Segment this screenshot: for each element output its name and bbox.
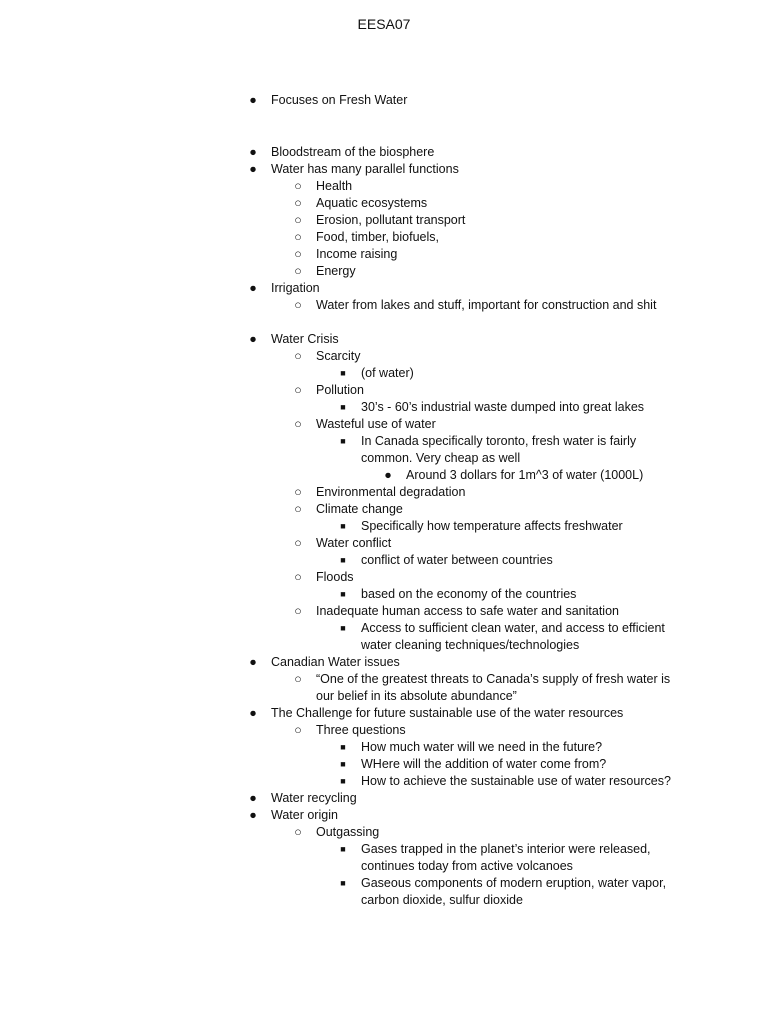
square-bullet-icon: ■ — [340, 368, 346, 378]
list-item — [0, 756, 768, 773]
bullet-icon: ● — [249, 706, 257, 720]
list-item — [0, 501, 768, 518]
bullet-icon: ● — [249, 791, 257, 805]
circle-bullet-icon: ○ — [294, 502, 302, 516]
list-item — [0, 280, 768, 297]
list-item — [0, 467, 768, 484]
list-item-text: Erosion, pollutant transport — [316, 213, 466, 227]
list-item — [0, 178, 768, 195]
circle-bullet-icon: ○ — [294, 417, 302, 431]
circle-bullet-icon: ○ — [294, 825, 302, 839]
circle-bullet-icon: ○ — [294, 485, 302, 499]
list-item — [0, 484, 768, 501]
list-item-text: Specifically how temperature affects freshwater — [361, 519, 623, 533]
list-item-text: Water Crisis — [271, 332, 339, 346]
list-item-text: Water recycling — [271, 791, 357, 805]
square-bullet-icon: ■ — [340, 402, 346, 412]
page-title: EESA07 — [357, 16, 411, 32]
list-item-text: Energy — [316, 264, 356, 278]
list-item — [0, 739, 768, 756]
list-item — [0, 297, 768, 314]
list-item — [0, 195, 768, 212]
bullet-icon: ● — [249, 93, 257, 107]
circle-bullet-icon: ○ — [294, 536, 302, 550]
list-item — [0, 671, 768, 705]
bullet-icon: ● — [249, 162, 257, 176]
list-item-text: Income raising — [316, 247, 398, 261]
list-item — [0, 212, 768, 229]
bullet-icon: ● — [249, 332, 257, 346]
square-bullet-icon: ■ — [340, 878, 346, 888]
list-item — [0, 773, 768, 790]
list-item — [0, 246, 768, 263]
square-bullet-icon: ■ — [340, 759, 346, 769]
circle-bullet-icon: ○ — [294, 247, 302, 261]
square-bullet-icon: ■ — [340, 589, 346, 599]
bullet-icon: ● — [249, 808, 257, 822]
list-item — [0, 552, 768, 569]
list-item-text: Water from lakes and stuff, important for construction and shit — [316, 298, 657, 312]
quote-text: “One of the greatest threats to Canada’s supply of fresh water is our belief in its absolute abundance” — [316, 672, 671, 703]
list-item-text: Around 3 dollars for 1m^3 of water (1000L) — [406, 468, 644, 482]
list-item — [0, 416, 768, 433]
circle-bullet-icon: ○ — [294, 672, 302, 686]
bullet-icon: ● — [249, 281, 257, 295]
list-item — [0, 229, 768, 246]
list-item-text: The Challenge for future sustainable use of the water resources — [271, 706, 624, 720]
list-item-text: Gaseous components of modern eruption, water vapor, carbon dioxide, sulfur dioxide — [361, 876, 667, 907]
list-item-text: Water origin — [271, 808, 338, 822]
list-item — [0, 620, 768, 654]
square-bullet-icon: ■ — [340, 776, 346, 786]
list-item-text: Three questions — [316, 723, 406, 737]
list-item-text: Inadequate human access to safe water and sanitation — [316, 604, 619, 618]
circle-bullet-icon: ○ — [294, 723, 302, 737]
list-item — [0, 399, 768, 416]
list-item-text: WHere will the addition of water come from? — [361, 757, 607, 771]
square-bullet-icon: ■ — [340, 436, 346, 446]
list-item-text: Outgassing — [316, 825, 380, 839]
circle-bullet-icon: ○ — [294, 383, 302, 397]
square-bullet-icon: ■ — [340, 555, 346, 565]
bullet-icon: ● — [249, 655, 257, 669]
list-item — [0, 92, 768, 109]
list-item-text: Water has many parallel functions — [271, 162, 459, 176]
list-item — [0, 518, 768, 535]
square-bullet-icon: ■ — [340, 623, 346, 633]
list-item-text: Bloodstream of the biosphere — [271, 145, 435, 159]
list-item-text: Health — [316, 179, 353, 193]
list-item-text: Environmental degradation — [316, 485, 466, 499]
list-item — [0, 535, 768, 552]
circle-bullet-icon: ○ — [294, 349, 302, 363]
list-item — [0, 586, 768, 603]
list-item — [0, 433, 768, 467]
list-item-text: Gases trapped in the planet’s interior were released, continues today from active volcanoes — [361, 842, 651, 873]
bullet-icon: ● — [384, 468, 392, 482]
notes-list — [0, 92, 768, 909]
list-item-text: Floods — [316, 570, 354, 584]
list-item — [0, 654, 768, 671]
list-item-text: conflict of water between countries — [361, 553, 553, 567]
list-item — [0, 144, 768, 161]
list-item — [0, 331, 768, 348]
circle-bullet-icon: ○ — [294, 298, 302, 312]
list-item — [0, 569, 768, 586]
list-item-text: Food, timber, biofuels, — [316, 230, 439, 244]
square-bullet-icon: ■ — [340, 742, 346, 752]
list-item — [0, 841, 768, 875]
circle-bullet-icon: ○ — [294, 264, 302, 278]
list-item-text: Access to sufficient clean water, and access to efficient water cleaning techniques/technologies — [361, 621, 665, 652]
list-item — [0, 348, 768, 365]
bullet-icon: ● — [249, 145, 257, 159]
list-item-text: Aquatic ecosystems — [316, 196, 428, 210]
circle-bullet-icon: ○ — [294, 604, 302, 618]
circle-bullet-icon: ○ — [294, 213, 302, 227]
list-item — [0, 365, 768, 382]
list-item-text: Pollution — [316, 383, 364, 397]
list-item-text: Scarcity — [316, 349, 361, 363]
circle-bullet-icon: ○ — [294, 196, 302, 210]
list-item — [0, 807, 768, 824]
list-item — [0, 161, 768, 178]
list-item-text: Water conflict — [316, 536, 392, 550]
list-item-text: Canadian Water issues — [271, 655, 400, 669]
list-item-text: Irrigation — [271, 281, 320, 295]
list-item-text: (of water) — [361, 366, 414, 380]
circle-bullet-icon: ○ — [294, 570, 302, 584]
list-item-text: How much water will we need in the future? — [361, 740, 603, 754]
list-item-text: How to achieve the sustainable use of water resources? — [361, 774, 671, 788]
list-item-text: 30’s - 60’s industrial waste dumped into great lakes — [361, 400, 645, 414]
list-item — [0, 790, 768, 807]
list-item — [0, 705, 768, 722]
list-item-text: based on the economy of the countries — [361, 587, 577, 601]
list-item — [0, 722, 768, 739]
list-item — [0, 875, 768, 909]
list-item — [0, 263, 768, 280]
list-item-text: In Canada specifically toronto, fresh water is fairly common. Very cheap as well — [361, 434, 637, 465]
circle-bullet-icon: ○ — [294, 179, 302, 193]
square-bullet-icon: ■ — [340, 521, 346, 531]
square-bullet-icon: ■ — [340, 844, 346, 854]
list-item-text: Wasteful use of water — [316, 417, 436, 431]
list-item-text: Climate change — [316, 502, 403, 516]
list-item — [0, 382, 768, 399]
circle-bullet-icon: ○ — [294, 230, 302, 244]
list-item — [0, 824, 768, 841]
list-item — [0, 603, 768, 620]
list-item-text: Focuses on Fresh Water — [271, 93, 408, 107]
